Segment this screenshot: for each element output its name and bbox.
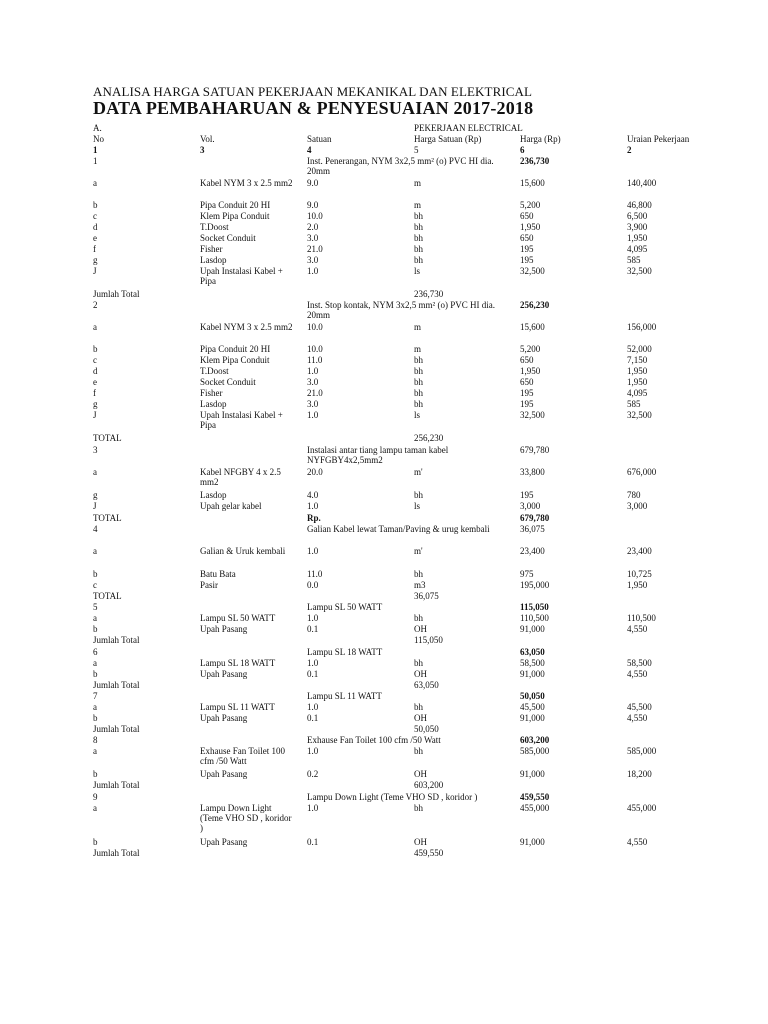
table-cell-vol: Upah Instalasi Kabel + Pipa	[200, 410, 283, 430]
table-cell-vol: Upah Pasang	[200, 837, 248, 847]
table-cell-satuan: 0.2	[307, 769, 319, 779]
table-cell-satuan: Rp.	[307, 513, 321, 523]
table-cell-uraian: 676,000	[627, 467, 657, 477]
table-cell-no: b	[93, 837, 98, 847]
table-cell-uraian: 23,400	[627, 546, 652, 556]
table-cell-vol: Upah Instalasi Kabel + Pipa	[200, 266, 283, 286]
table-cell-satuan: 10.0	[307, 211, 323, 221]
table-cell-harga-satuan: m3	[414, 580, 426, 590]
table-cell-no: Jumlah Total	[93, 848, 140, 858]
table-cell-uraian: 1,950	[627, 233, 648, 243]
table-cell-satuan: 1.0	[307, 658, 319, 668]
table-cell-vol: Klem Pipa Conduit	[200, 355, 270, 365]
table-cell-harga: 195	[520, 388, 534, 398]
table-cell-satuan: 11.0	[307, 569, 323, 579]
table-cell-harga: 5,200	[520, 200, 541, 210]
table-cell-no: b	[93, 769, 98, 779]
table-cell-no: d	[93, 222, 98, 232]
table-cell-uraian: 52,000	[627, 344, 652, 354]
table-cell-harga: 975	[520, 569, 534, 579]
table-cell-no: 8	[93, 735, 98, 745]
table-cell-harga-satuan: OH	[414, 837, 427, 847]
table-cell-uraian: 140,400	[627, 178, 657, 188]
table-cell-harga: 195	[520, 244, 534, 254]
table-cell-satuan: 0.1	[307, 713, 319, 723]
table-cell-harga-satuan: bh	[414, 388, 423, 398]
table-cell-harga: 45,500	[520, 702, 545, 712]
table-cell-vol: Pipa Conduit 20 HI	[200, 344, 271, 354]
table-cell-satuan: 1.0	[307, 501, 319, 511]
table-cell-harga: 6	[520, 145, 525, 155]
table-cell-vol: Klem Pipa Conduit	[200, 211, 270, 221]
table-cell-satuan: Galian Kabel lewat Taman/Paving & urug kembali	[307, 524, 490, 534]
table-cell-no: g	[93, 255, 98, 265]
table-cell-satuan: Lampu SL 11 WATT	[307, 691, 382, 701]
table-cell-no: g	[93, 399, 98, 409]
table-cell-no: 6	[93, 647, 98, 657]
table-cell-no: f	[93, 244, 96, 254]
table-cell-vol: T.Doost	[200, 366, 229, 376]
table-cell-harga-satuan: bh	[414, 222, 423, 232]
table-cell-vol: Lasdop	[200, 399, 227, 409]
table-cell-harga-satuan: Harga Satuan (Rp)	[414, 134, 482, 144]
table-cell-no: Jumlah Total	[93, 289, 140, 299]
table-cell-harga: 195	[520, 490, 534, 500]
table-cell-harga-satuan: bh	[414, 803, 423, 813]
table-cell-satuan: 3.0	[307, 377, 319, 387]
table-cell-harga-satuan: PEKERJAAN ELECTRICAL	[414, 123, 523, 133]
table-cell-satuan: Inst. Stop kontak, NYM 3x2,5 mm² (o) PVC HI dia. 20mm	[307, 300, 495, 320]
table-cell-harga: 32,500	[520, 266, 545, 276]
table-cell-satuan: Lampu SL 18 WATT	[307, 647, 383, 657]
table-cell-satuan: 4	[307, 145, 312, 155]
table-cell-harga: 33,800	[520, 467, 545, 477]
table-cell-harga: 91,000	[520, 769, 545, 779]
table-cell-no: 2	[93, 300, 98, 310]
table-cell-uraian: 6,500	[627, 211, 648, 221]
table-cell-satuan: 9.0	[307, 200, 319, 210]
table-cell-vol: Lampu SL 18 WATT	[200, 658, 276, 668]
table-cell-uraian: 58,500	[627, 658, 652, 668]
table-cell-harga: 15,600	[520, 322, 545, 332]
table-cell-harga-satuan: 63,050	[414, 680, 439, 690]
table-cell-harga: 679,780	[520, 445, 550, 455]
table-cell-no: Jumlah Total	[93, 724, 140, 734]
table-cell-satuan: 0.0	[307, 580, 319, 590]
table-cell-satuan: 20.0	[307, 467, 323, 477]
table-cell-uraian: 585,000	[627, 746, 657, 756]
table-cell-satuan: Lampu SL 50 WATT	[307, 602, 383, 612]
table-cell-harga: 195	[520, 399, 534, 409]
table-cell-harga: 91,000	[520, 837, 545, 847]
table-cell-satuan: Lampu Down Light (Teme VHO SD , koridor )	[307, 792, 478, 802]
table-cell-harga-satuan: bh	[414, 658, 423, 668]
table-cell-harga-satuan: OH	[414, 713, 427, 723]
table-cell-satuan: 10.0	[307, 344, 323, 354]
table-cell-no: a	[93, 178, 97, 188]
table-cell-harga-satuan: m	[414, 200, 422, 210]
table-cell-harga-satuan: bh	[414, 211, 423, 221]
table-cell-harga: 650	[520, 377, 534, 387]
table-cell-harga: 195,000	[520, 580, 550, 590]
table-cell-harga-satuan: OH	[414, 669, 427, 679]
table-cell-harga: Harga (Rp)	[520, 134, 561, 144]
table-cell-no: 1	[93, 156, 98, 166]
table-cell-vol: 3	[200, 145, 205, 155]
table-cell-no: a	[93, 613, 97, 623]
table-cell-satuan: 1.0	[307, 266, 319, 276]
table-cell-satuan: Exhause Fan Toilet 100 cfm /50 Watt	[307, 735, 441, 745]
table-cell-harga: 455,000	[520, 803, 550, 813]
table-cell-no: c	[93, 211, 97, 221]
table-cell-satuan: Instalasi antar tiang lampu taman kabel NYFGBY4x2,5mm2	[307, 445, 449, 465]
table-cell-harga-satuan: m	[414, 344, 422, 354]
table-cell-no: a	[93, 546, 97, 556]
table-cell-harga-satuan: bh	[414, 366, 423, 376]
table-cell-harga-satuan: ls	[414, 266, 421, 276]
table-cell-no: b	[93, 569, 98, 579]
document-subtitle: DATA PEMBAHARUAN & PENYESUAIAN 2017-2018	[93, 98, 534, 118]
table-cell-uraian: 1,950	[627, 366, 648, 376]
table-cell-no: J	[93, 501, 97, 511]
table-cell-no: b	[93, 624, 98, 634]
table-cell-no: Jumlah Total	[93, 680, 140, 690]
table-cell-uraian: 18,200	[627, 769, 652, 779]
table-cell-no: a	[93, 803, 97, 813]
table-cell-uraian: 46,800	[627, 200, 652, 210]
table-cell-no: a	[93, 746, 97, 756]
table-cell-harga: 195	[520, 255, 534, 265]
table-cell-no: 5	[93, 602, 98, 612]
table-cell-satuan: 10.0	[307, 322, 323, 332]
table-cell-harga-satuan: bh	[414, 355, 423, 365]
table-cell-harga-satuan: 256,230	[414, 433, 444, 443]
table-cell-uraian: 1,950	[627, 580, 648, 590]
table-cell-no: e	[93, 377, 97, 387]
table-cell-no: d	[93, 366, 98, 376]
table-cell-no: b	[93, 344, 98, 354]
table-cell-harga-satuan: m'	[414, 546, 423, 556]
table-cell-vol: Upah gelar kabel	[200, 501, 262, 511]
table-cell-satuan: 3.0	[307, 399, 319, 409]
table-cell-vol: Lasdop	[200, 490, 227, 500]
table-cell-harga-satuan: ls	[414, 501, 421, 511]
table-cell-harga: 236,730	[520, 156, 550, 166]
table-cell-uraian: 585	[627, 255, 641, 265]
table-cell-satuan: 21.0	[307, 388, 323, 398]
table-cell-vol: Lasdop	[200, 255, 227, 265]
table-cell-vol: Pasir	[200, 580, 218, 590]
table-cell-harga: 679,780	[520, 513, 550, 523]
table-cell-no: Jumlah Total	[93, 635, 140, 645]
table-cell-uraian: 3,900	[627, 222, 648, 232]
table-cell-harga-satuan: 603,200	[414, 780, 444, 790]
table-cell-uraian: 4,095	[627, 388, 648, 398]
table-cell-no: TOTAL	[93, 591, 122, 601]
table-cell-vol: Kabel NYM 3 x 2.5 mm2	[200, 322, 293, 332]
table-cell-vol: Kabel NFGBY 4 x 2.5 mm2	[200, 467, 281, 487]
table-cell-harga: 3,000	[520, 501, 541, 511]
table-cell-harga: 36,075	[520, 524, 545, 534]
table-cell-uraian: 10,725	[627, 569, 652, 579]
table-cell-uraian: 7,150	[627, 355, 648, 365]
table-cell-vol: Lampu SL 11 WATT	[200, 702, 275, 712]
table-cell-no: c	[93, 580, 97, 590]
table-cell-harga: 650	[520, 355, 534, 365]
table-cell-harga: 115,050	[520, 602, 549, 612]
table-cell-satuan: Satuan	[307, 134, 332, 144]
table-cell-vol: Fisher	[200, 244, 223, 254]
table-cell-no: f	[93, 388, 96, 398]
table-cell-no: c	[93, 355, 97, 365]
table-cell-uraian: 4,550	[627, 837, 648, 847]
table-cell-no: e	[93, 233, 97, 243]
table-cell-no: J	[93, 410, 97, 420]
table-cell-harga-satuan: bh	[414, 399, 423, 409]
table-cell-harga-satuan: 115,050	[414, 635, 443, 645]
table-cell-harga: 91,000	[520, 624, 545, 634]
table-cell-vol: T.Doost	[200, 222, 229, 232]
table-cell-harga: 63,050	[520, 647, 545, 657]
table-cell-harga: 110,500	[520, 613, 549, 623]
table-cell-vol: Kabel NYM 3 x 2.5 mm2	[200, 178, 293, 188]
table-cell-harga: 585,000	[520, 746, 550, 756]
table-cell-harga: 32,500	[520, 410, 545, 420]
table-cell-no: J	[93, 266, 97, 276]
table-cell-harga-satuan: 50,050	[414, 724, 439, 734]
table-cell-uraian: 780	[627, 490, 641, 500]
table-cell-harga: 5,200	[520, 344, 541, 354]
table-cell-no: a	[93, 467, 97, 477]
table-cell-harga-satuan: 36,075	[414, 591, 439, 601]
table-cell-satuan: 1.0	[307, 803, 319, 813]
table-cell-no: TOTAL	[93, 513, 122, 523]
table-cell-uraian: Uraian Pekerjaan	[627, 134, 690, 144]
table-cell-uraian: 2	[627, 145, 632, 155]
table-cell-uraian: 1,950	[627, 377, 648, 387]
table-cell-vol: Socket Conduit	[200, 233, 256, 243]
table-cell-no: g	[93, 490, 98, 500]
table-cell-uraian: 110,500	[627, 613, 656, 623]
table-cell-uraian: 32,500	[627, 410, 652, 420]
table-cell-no: 9	[93, 792, 98, 802]
table-cell-satuan: 11.0	[307, 355, 323, 365]
table-cell-harga-satuan: OH	[414, 769, 427, 779]
table-cell-harga: 650	[520, 233, 534, 243]
table-cell-no: 4	[93, 524, 98, 534]
table-cell-satuan: 0.1	[307, 669, 319, 679]
table-cell-no: 7	[93, 691, 98, 701]
table-cell-uraian: 455,000	[627, 803, 657, 813]
table-cell-satuan: 3.0	[307, 233, 319, 243]
table-cell-no: 3	[93, 445, 98, 455]
table-cell-satuan: Inst. Penerangan, NYM 3x2,5 mm² (o) PVC HI dia. 20mm	[307, 156, 494, 176]
table-cell-no: No	[93, 134, 104, 144]
table-cell-vol: Socket Conduit	[200, 377, 256, 387]
table-cell-satuan: 2.0	[307, 222, 319, 232]
table-cell-no: 1	[93, 145, 98, 155]
document-title: ANALISA HARGA SATUAN PEKERJAAN MEKANIKAL DAN ELEKTRICAL	[93, 84, 533, 99]
table-cell-uraian: 45,500	[627, 702, 652, 712]
table-cell-uraian: 4,550	[627, 624, 648, 634]
table-cell-no: a	[93, 702, 97, 712]
table-cell-satuan: 0.1	[307, 837, 319, 847]
table-cell-harga: 603,200	[520, 735, 550, 745]
table-cell-harga: 58,500	[520, 658, 545, 668]
table-cell-harga: 459,550	[520, 792, 550, 802]
table-cell-harga-satuan: bh	[414, 569, 423, 579]
table-cell-harga: 15,600	[520, 178, 545, 188]
table-cell-uraian: 156,000	[627, 322, 657, 332]
table-cell-satuan: 0.1	[307, 624, 319, 634]
table-cell-no: a	[93, 658, 97, 668]
table-cell-satuan: 1.0	[307, 366, 319, 376]
table-cell-satuan: 1.0	[307, 613, 319, 623]
table-cell-uraian: 32,500	[627, 266, 652, 276]
table-cell-uraian: 585	[627, 399, 641, 409]
table-cell-vol: Upah Pasang	[200, 669, 248, 679]
table-cell-satuan: 1.0	[307, 546, 319, 556]
table-cell-harga-satuan: bh	[414, 490, 423, 500]
table-cell-harga-satuan: 5	[414, 145, 419, 155]
table-cell-vol: Upah Pasang	[200, 713, 248, 723]
table-cell-harga-satuan: bh	[414, 244, 423, 254]
table-cell-harga-satuan: ls	[414, 410, 421, 420]
table-cell-harga: 50,050	[520, 691, 545, 701]
table-cell-no: b	[93, 713, 98, 723]
table-cell-vol: Upah Pasang	[200, 769, 248, 779]
table-cell-satuan: 21.0	[307, 244, 323, 254]
table-cell-satuan: 4.0	[307, 490, 319, 500]
table-cell-satuan: 1.0	[307, 410, 319, 420]
table-cell-no: TOTAL	[93, 433, 122, 443]
table-cell-satuan: 1.0	[307, 702, 319, 712]
table-cell-harga-satuan: bh	[414, 702, 423, 712]
table-cell-vol: Lampu Down Light (Teme VHO SD , koridor )	[200, 803, 292, 833]
table-cell-harga-satuan: m	[414, 178, 422, 188]
table-cell-satuan: 1.0	[307, 746, 319, 756]
table-cell-harga-satuan: 459,550	[414, 848, 444, 858]
table-cell-harga: 91,000	[520, 713, 545, 723]
table-cell-vol: Fisher	[200, 388, 223, 398]
table-cell-vol: Lampu SL 50 WATT	[200, 613, 276, 623]
table-cell-harga-satuan: bh	[414, 233, 423, 243]
table-cell-harga-satuan: bh	[414, 377, 423, 387]
table-cell-vol: Galian & Uruk kembali	[200, 546, 286, 556]
table-cell-harga: 23,400	[520, 546, 545, 556]
table-cell-no: b	[93, 669, 98, 679]
table-cell-no: b	[93, 200, 98, 210]
table-cell-uraian: 3,000	[627, 501, 648, 511]
table-cell-harga-satuan: 236,730	[414, 289, 444, 299]
table-cell-harga: 1,950	[520, 222, 541, 232]
table-cell-harga-satuan: bh	[414, 746, 423, 756]
table-cell-harga: 256,230	[520, 300, 550, 310]
table-cell-vol: Batu Bata	[200, 569, 236, 579]
table-cell-harga-satuan: bh	[414, 613, 423, 623]
table-cell-uraian: 4,550	[627, 713, 648, 723]
table-cell-vol: Exhause Fan Toilet 100 cfm /50 Watt	[200, 746, 285, 766]
table-cell-satuan: 3.0	[307, 255, 319, 265]
table-cell-harga-satuan: m'	[414, 467, 423, 477]
table-cell-harga: 1,950	[520, 366, 541, 376]
table-cell-harga: 650	[520, 211, 534, 221]
table-cell-vol: Pipa Conduit 20 HI	[200, 200, 271, 210]
table-cell-vol: Vol.	[200, 134, 215, 144]
table-cell-harga: 91,000	[520, 669, 545, 679]
table-cell-harga-satuan: m	[414, 322, 422, 332]
table-cell-no: a	[93, 322, 97, 332]
table-cell-uraian: 4,550	[627, 669, 648, 679]
table-cell-harga-satuan: bh	[414, 255, 423, 265]
table-cell-harga-satuan: OH	[414, 624, 427, 634]
table-cell-no: A.	[93, 123, 102, 133]
table-cell-no: Jumlah Total	[93, 780, 140, 790]
table-cell-vol: Upah Pasang	[200, 624, 248, 634]
table-cell-satuan: 9.0	[307, 178, 319, 188]
table-cell-uraian: 4,095	[627, 244, 648, 254]
